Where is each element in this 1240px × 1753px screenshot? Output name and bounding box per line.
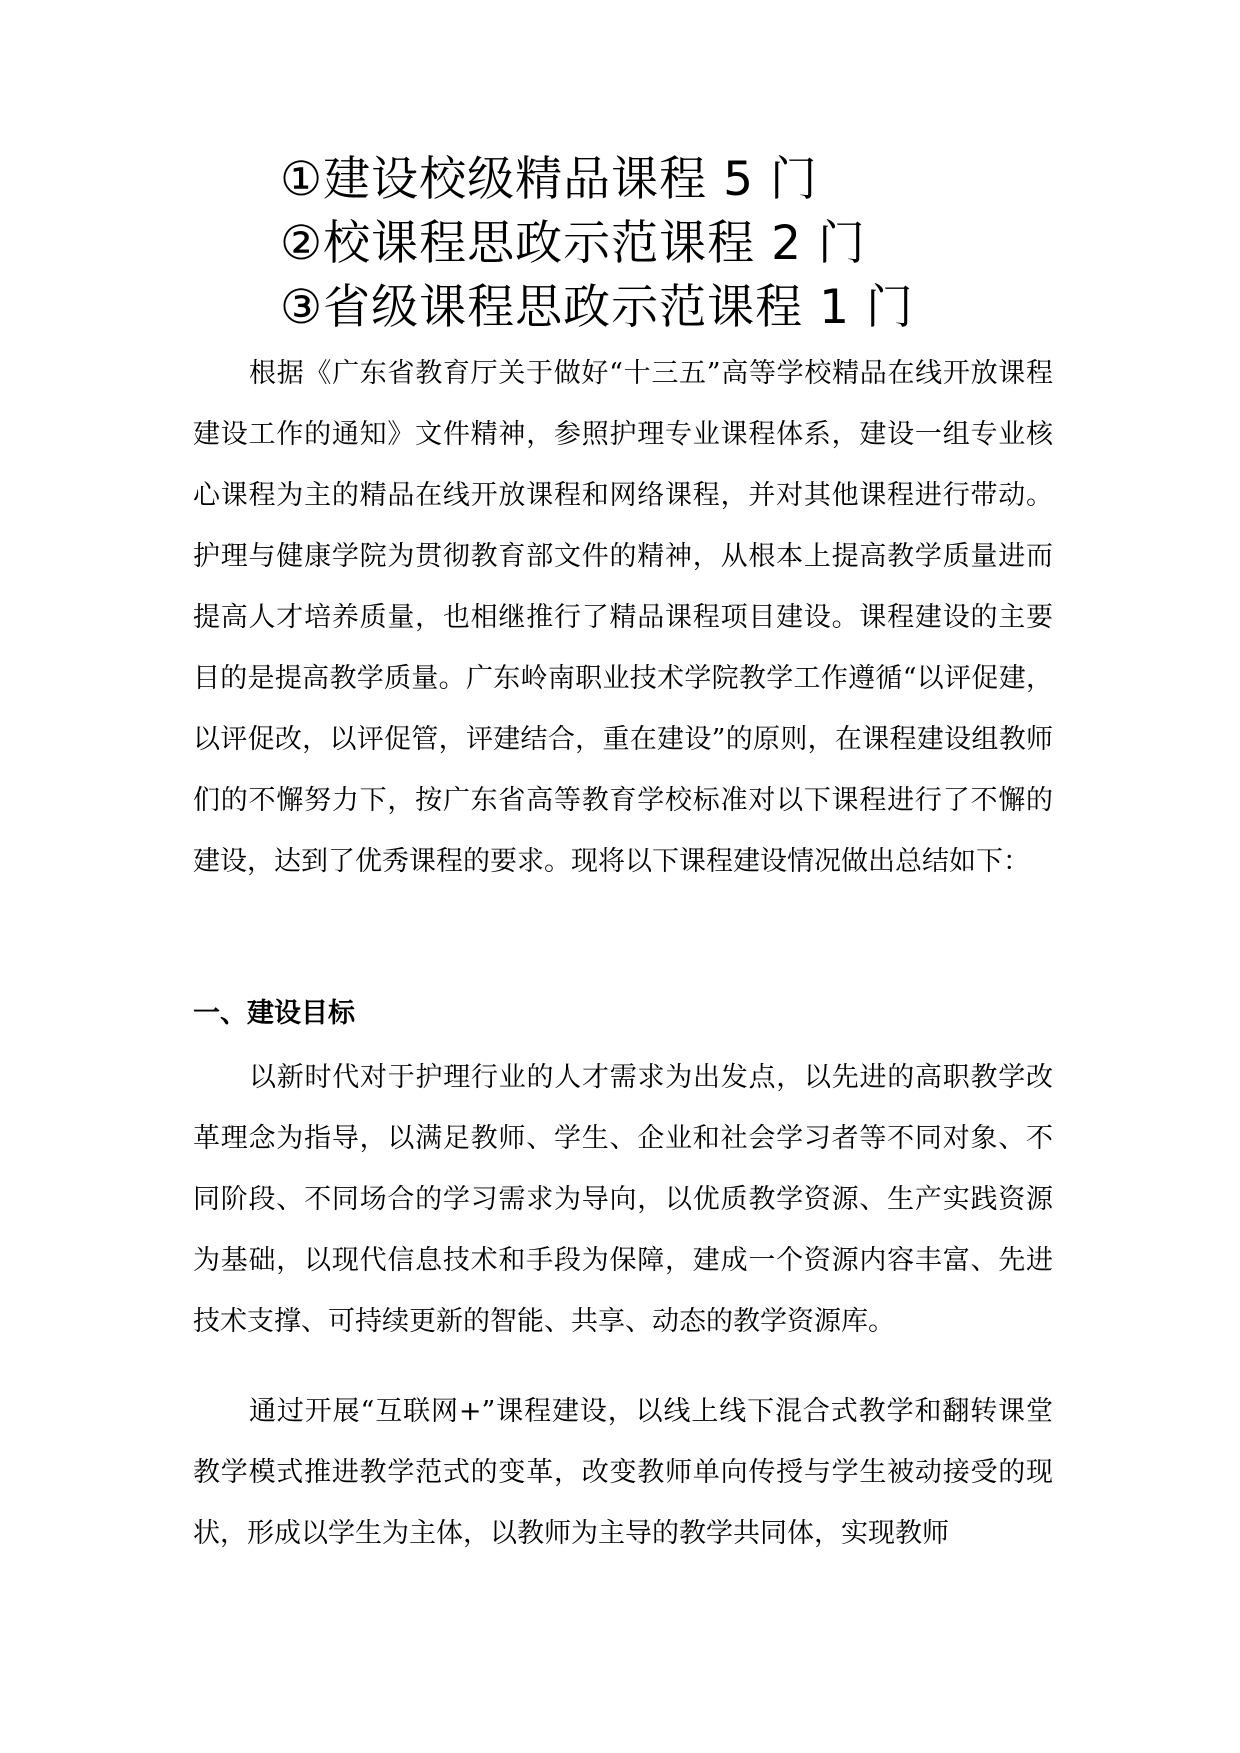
goal-paragraph-2-block — [193, 1381, 1053, 1564]
section-title-construction-goals: 一、建设目标 — [193, 998, 355, 1029]
goal-paragraph-1-block — [193, 1047, 1053, 1352]
heading-school-quality-courses: ①建设校级精品课程 5 门 — [280, 152, 818, 207]
intro-paragraph-block — [193, 343, 1053, 892]
intro-paragraph: 根据《广东省教育厅关于做好“十三五”高等学校精品在线开放课程建设工作的通知》文件精神，参照护理专业课程体系，建设一组专业核心课程为主的精品在线开放课程和网络课程，并对其他课程进行带动。护理与健康学院为贯彻教育部文件的精神，从根本上提高教学质量进而提高人才培养质量，也相继推行了精品课程项目建设。课程建设的主要目的是提高教学质量。广东岭南职业技术学院教学工作遵循“以评促建，以评促改，以评促管，评建结合，重在建设”的原则，在课程建设组教师们的不懈努力下，按广东省高等教育学校标准对以下课程进行了不懈的建设，达到了优秀课程的要求。现将以下课程建设情况做出总结如下： — [193, 358, 1053, 877]
goal-paragraph-2: 通过开展“互联网+”课程建设，以线上线下混合式教学和翻转课堂教学模式推进教学范式的变革，改变教师单向传授与学生被动接受的现状，形成以学生为主体，以教师为主导的教学共同体，实现教师 — [193, 1396, 1053, 1549]
course-count-list — [280, 148, 1180, 340]
heading-school-ideological-courses: ②校课程思政示范课程 2 门 — [280, 216, 866, 271]
goal-paragraph-1: 以新时代对于护理行业的人才需求为出发点，以先进的高职教学改革理念为指导，以满足教师、学生、企业和社会学习者等不同对象、不同阶段、不同场合的学习需求为导向，以优质教学资源、生产实践资源为基础，以现代信息技术和手段为保障，建成一个资源内容丰富、先进技术支撑、可持续更新的智能、共享、动态的教学资源库。 — [193, 1062, 1053, 1337]
heading-provincial-ideological-courses: ③省级课程思政示范课程 1 门 — [280, 280, 914, 335]
